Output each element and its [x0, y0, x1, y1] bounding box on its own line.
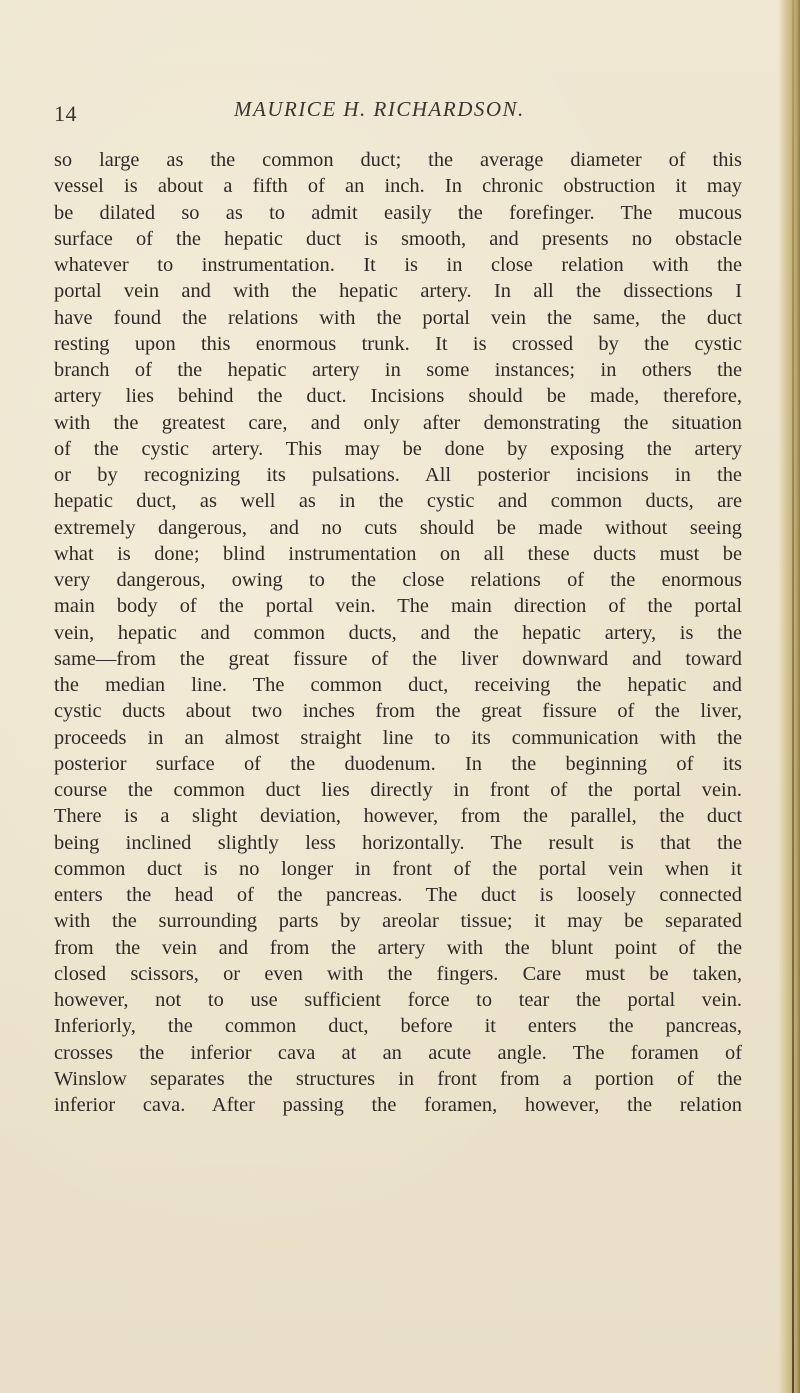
text-line: There is a slight deviation, however, from the parallel, the duct [54, 805, 742, 828]
page-number: 14 [54, 101, 77, 126]
text-line: be dilated so as to admit easily the forefinger. The mucous [54, 201, 742, 224]
text-line: of the cystic artery. This may be done by exposing the artery [54, 437, 742, 460]
text-line: resting upon this enormous trunk. It is crossed by the cystic [54, 332, 742, 355]
text-line: closed scissors, or even with the fingers. Care must be taken, [54, 962, 742, 985]
text-line: crosses the inferior cava at an acute angle. The foramen of [54, 1041, 742, 1064]
text-line: from the vein and from the artery with the blunt point of the [54, 936, 742, 959]
text-line: so large as the common duct; the average diameter of this [54, 149, 742, 171]
running-head: MAURICE H. RICHARDSON. [234, 97, 525, 121]
text-line: whatever to instrumentation. It is in close relation with the [54, 254, 742, 276]
text-line: hepatic duct, as well as in the cystic and common ducts, are [54, 490, 742, 513]
text-line: portal vein and with the hepatic artery. In all the dissections I [54, 280, 742, 303]
text-line: extremely dangerous, and no cuts should be made without seeing [54, 516, 742, 539]
text-line: what is done; blind instrumentation on all these ducts must be [54, 542, 742, 565]
text-line: however, not to use sufficient force to tear the portal vein. [54, 989, 742, 1011]
binding-edge [792, 0, 794, 1393]
text-line: course the common duct lies directly in front of the portal vein. [54, 779, 742, 801]
text-line: surface of the hepatic duct is smooth, and presents no obstacle [54, 227, 742, 250]
text-line: cystic ducts about two inches from the great fissure of the liver, [54, 700, 742, 723]
text-line: or by recognizing its pulsations. All posterior incisions in the [54, 464, 742, 486]
text-line: with the greatest care, and only after demonstrating the situation [54, 411, 742, 434]
text-line: common duct is no longer in front of the portal vein when it [54, 857, 742, 880]
text-line: inferior cava. After passing the foramen, however, the relation [54, 1094, 742, 1116]
text-line: very dangerous, owing to the close relations of the enormous [54, 569, 742, 591]
page-header [54, 97, 754, 129]
text-line: same—from the great fissure of the liver downward and toward [54, 647, 742, 670]
text-line: the median line. The common duct, receiving the hepatic and [54, 674, 742, 696]
text-line: Inferiorly, the common duct, before it enters the pancreas, [54, 1015, 742, 1038]
page-gutter-shadow [778, 0, 800, 1393]
text-line: branch of the hepatic artery in some instances; in others the [54, 359, 742, 381]
text-line: posterior surface of the duodenum. In the beginning of its [54, 752, 742, 775]
text-line: with the surrounding parts by areolar tissue; it may be separated [54, 910, 742, 933]
text-line: artery lies behind the duct. Incisions should be made, therefore, [54, 385, 742, 408]
text-line: vessel is about a fifth of an inch. In chronic obstruction it may [54, 175, 742, 198]
text-line: vein, hepatic and common ducts, and the hepatic artery, is the [54, 621, 742, 644]
text-line: have found the relations with the portal vein the same, the duct [54, 306, 742, 329]
text-line: Winslow separates the structures in front from a portion of the [54, 1067, 742, 1090]
text-line: being inclined slightly less horizontally. The result is that the [54, 831, 742, 854]
text-line: main body of the portal vein. The main direction of the portal [54, 595, 742, 618]
text-line: proceeds in an almost straight line to its communication with the [54, 726, 742, 749]
text-line: enters the head of the pancreas. The duct is loosely connected [54, 884, 742, 906]
body-paragraph [54, 147, 742, 1118]
